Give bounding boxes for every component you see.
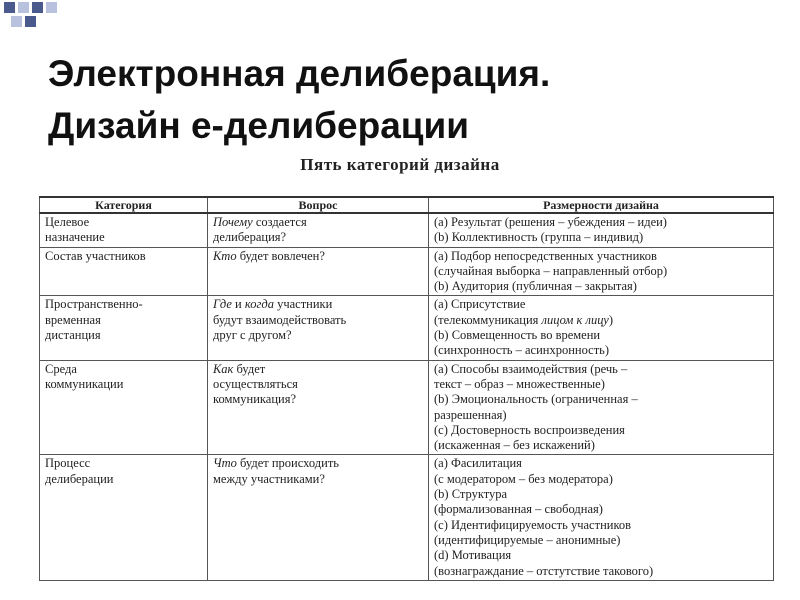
question-line [213, 297, 423, 312]
table-row [40, 247, 774, 296]
table-row [40, 455, 774, 580]
text-segment: коммуникация? [213, 392, 297, 407]
slide-title [48, 48, 768, 152]
text-segment: будет происходить [236, 456, 339, 471]
cell-category [40, 296, 208, 360]
decor-square [32, 2, 43, 13]
text-segment: и [231, 297, 245, 312]
text-segment: (a) Сприсутствие [434, 297, 526, 312]
dimensions-line [434, 438, 768, 453]
dimensions-line [434, 533, 768, 548]
text-segment: (синхронность – асинхронность) [434, 343, 610, 358]
question-line [213, 328, 423, 343]
text-segment: участники [273, 297, 333, 312]
category-line: Среда [45, 361, 77, 376]
text-segment: (a) Фасилитация [434, 456, 522, 471]
text-segment: (d) Мотивация [434, 548, 512, 563]
dimensions-line [434, 392, 768, 407]
category-line: дистанция [45, 328, 101, 343]
text-segment: разрешенная) [434, 407, 507, 422]
text-segment: (телекоммуникация [434, 312, 542, 327]
cell-question [208, 247, 429, 296]
text-segment: осуществляться [213, 376, 298, 391]
italic-text: лицом к лицу [541, 312, 609, 327]
table-row [40, 296, 774, 360]
dimensions-line [434, 423, 768, 438]
question-line [213, 392, 423, 407]
cell-dimensions [429, 213, 774, 247]
cell-category [40, 213, 208, 247]
dimensions-line [434, 377, 768, 392]
dimensions-line [434, 487, 768, 502]
dimensions-line [434, 502, 768, 517]
category-line: Процесс [45, 456, 91, 471]
category-line: временная [45, 312, 101, 327]
question-line [213, 362, 423, 377]
header-category: Категория [40, 197, 208, 213]
table-header-row [40, 197, 774, 213]
dimensions-line [434, 328, 768, 343]
cell-category [40, 360, 208, 455]
dimensions-line [434, 343, 768, 358]
text-segment: будут взаимодействовать [213, 312, 347, 327]
text-segment: будет вовлечен? [236, 248, 325, 263]
text-segment: (формализованная – свободная) [434, 502, 603, 517]
italic-text: Что [213, 456, 237, 471]
italic-text: Кто [213, 248, 237, 263]
category-line: Целевое [45, 215, 90, 229]
text-segment: (a) Результат (решения – убеждения – идеи) [434, 215, 667, 229]
dimensions-line [434, 264, 768, 279]
question-line [213, 230, 423, 245]
slide-title-line-2: Дизайн е-делиберации [48, 105, 470, 146]
dimensions-line [434, 362, 768, 377]
text-segment: между участниками? [213, 471, 325, 486]
text-segment: (b) Аудитория (публичная – закрытая) [434, 279, 637, 294]
question-line [213, 215, 423, 230]
cell-dimensions [429, 296, 774, 360]
text-segment: (с модератором – без модератора) [434, 471, 613, 486]
dimensions-line [434, 297, 768, 312]
text-segment: (случайная выборка – направленный отбор) [434, 263, 668, 278]
text-segment: (идентифицируемые – анонимные) [434, 532, 621, 547]
category-line: Состав участников [45, 248, 146, 263]
slide-title-line-1: Электронная делиберация. [48, 53, 551, 94]
cell-category [40, 455, 208, 580]
dimensions-line [434, 564, 768, 579]
text-segment: (a) Подбор непосредственных участников [434, 248, 657, 263]
decor-square [11, 16, 22, 27]
dimensions-line [434, 518, 768, 533]
text-segment: (a) Способы взаимодействия (речь – [434, 361, 628, 376]
header-dimensions: Размерности дизайна [429, 197, 774, 213]
text-segment: текст – образ – множественные) [434, 376, 605, 391]
category-line: Пространственно- [45, 297, 143, 312]
table-caption: Пять категорий дизайна [300, 155, 500, 174]
italic-text: Как [213, 361, 234, 376]
dimensions-line [434, 249, 768, 264]
dimensions-line [434, 456, 768, 471]
cell-dimensions [429, 360, 774, 455]
text-segment: создается [252, 215, 307, 229]
question-line [213, 377, 423, 392]
dimensions-line [434, 215, 768, 230]
text-segment: (c) Достоверность воспроизведения [434, 422, 625, 437]
category-line: коммуникации [45, 376, 124, 391]
design-categories-table [39, 196, 774, 581]
cell-question [208, 296, 429, 360]
dimensions-line [434, 408, 768, 423]
text-segment: будет [233, 361, 266, 376]
text-segment: ) [608, 312, 614, 327]
dimensions-line [434, 279, 768, 294]
dimensions-line [434, 472, 768, 487]
cell-question [208, 455, 429, 580]
category-line: назначение [45, 230, 105, 245]
text-segment: (c) Идентифицируемость участников [434, 517, 632, 532]
italic-text: когда [244, 297, 274, 312]
dimensions-line [434, 313, 768, 328]
question-line [213, 472, 423, 487]
italic-text: Почему [213, 215, 253, 229]
decor-square [25, 16, 36, 27]
text-segment: (b) Структура [434, 487, 508, 502]
cell-dimensions [429, 247, 774, 296]
text-segment: (b) Коллективность (группа – индивид) [434, 230, 644, 245]
cell-question [208, 213, 429, 247]
table-body [40, 213, 774, 580]
table-row [40, 360, 774, 455]
cell-category [40, 247, 208, 296]
decor-square [18, 2, 29, 13]
table-row [40, 213, 774, 247]
text-segment: делиберация? [213, 230, 287, 245]
question-line [213, 313, 423, 328]
question-line [213, 456, 423, 471]
dimensions-line [434, 230, 768, 245]
text-segment: (вознаграждание – отстутствие такового) [434, 563, 654, 578]
decor-square [46, 2, 57, 13]
text-segment: друг с другом? [213, 328, 292, 343]
question-line [213, 249, 423, 264]
header-question: Вопрос [208, 197, 429, 213]
decor-square [4, 2, 15, 13]
italic-text: Где [213, 297, 232, 312]
category-line: делиберации [45, 471, 114, 486]
text-segment: (искаженная – без искажений) [434, 438, 595, 453]
slide-corner-decoration [0, 0, 70, 40]
text-segment: (b) Совмещенность во времени [434, 328, 601, 343]
dimensions-line [434, 548, 768, 563]
cell-dimensions [429, 455, 774, 580]
text-segment: (b) Эмоциональность (ограниченная – [434, 392, 638, 407]
cell-question [208, 360, 429, 455]
